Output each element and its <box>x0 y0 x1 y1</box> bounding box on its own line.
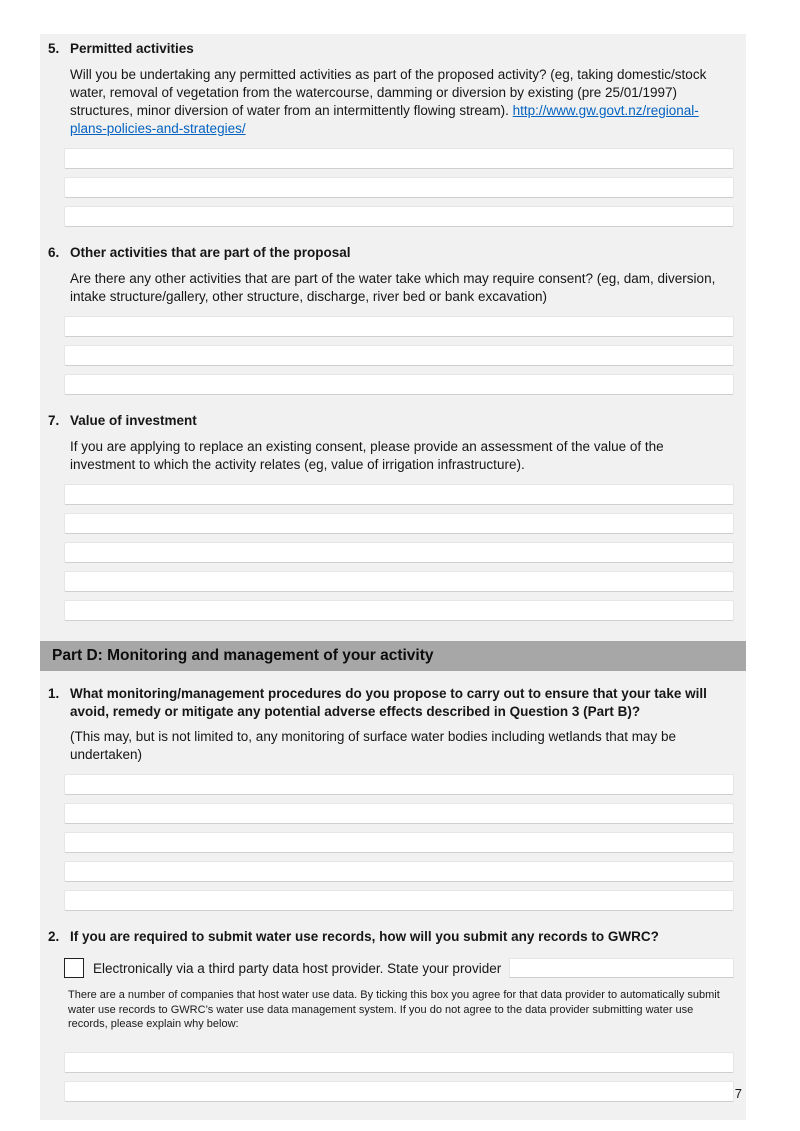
question-heading <box>40 412 746 430</box>
answer-line[interactable] <box>64 832 734 853</box>
question-note: (This may, but is not limited to, any monitoring of surface water bodies including wetlands that may be undertaken) <box>70 729 677 762</box>
question-number: 6. <box>48 245 60 260</box>
answer-rows <box>64 316 734 395</box>
question-heading <box>40 928 746 946</box>
question-title: If you are required to submit water use records, how will you submit any records to GWRC? <box>70 929 659 944</box>
question-body-text: Will you be undertaking any permitted activities as part of the proposed activity? (eg, taking domestic/stock water, removal of vegetation from the watercourse, damming or diversion by existing (pre 25/01/1997) structures, minor diversion of water from an intermittently flowing stream). <box>70 67 707 118</box>
regional-plans-link[interactable]: http://www.gw.govt.nz/regional-plans-policies-and-strategies/ <box>70 103 699 136</box>
answer-line[interactable] <box>64 571 734 592</box>
question-number: 7. <box>48 413 60 428</box>
section-value-of-investment <box>40 412 746 621</box>
section-permitted-activities <box>40 40 746 227</box>
question-heading <box>40 685 746 721</box>
answer-line[interactable] <box>64 600 734 621</box>
answer-line[interactable] <box>64 1081 734 1102</box>
answer-line[interactable] <box>64 484 734 505</box>
answer-line[interactable] <box>64 774 734 795</box>
section-monitoring-procedures <box>40 685 746 911</box>
answer-line[interactable] <box>64 1052 734 1073</box>
form-body <box>40 34 746 1120</box>
answer-line[interactable] <box>64 890 734 911</box>
answer-line[interactable] <box>64 513 734 534</box>
question-heading <box>40 40 746 58</box>
question-title: What monitoring/management procedures do you propose to carry out to ensure that your take will avoid, remedy or mitigate any potential adverse effects described in Question 3 (Part B)? <box>70 686 707 719</box>
question-title: Value of investment <box>70 413 197 428</box>
section-other-activities <box>40 244 746 395</box>
question-body: Are there any other activities that are part of the water take which may require consent? (eg, dam, diversion, intake structure/gallery, other structure, discharge, river bed or bank excavation) <box>70 271 716 304</box>
answer-line[interactable] <box>64 148 734 169</box>
answer-rows <box>64 774 734 911</box>
question-number: 5. <box>48 41 60 56</box>
question-number: 1. <box>48 686 60 701</box>
answer-line[interactable] <box>64 803 734 824</box>
question-title: Other activities that are part of the proposal <box>70 245 351 260</box>
provider-name-input[interactable] <box>509 958 734 978</box>
provider-fine-print: There are a number of companies that host water use data. By ticking this box you agree for that data provider to automatically submit water use records to GWRC’s water use data management system. If you do not agree to the data provider submitting water use records, please explain why below: <box>68 989 720 1030</box>
section-water-use-records <box>40 928 746 1102</box>
electronic-provider-checkbox[interactable] <box>64 958 84 978</box>
provider-checkbox-label: Electronically via a third party data host provider. State your provider <box>93 960 502 976</box>
answer-rows <box>64 484 734 621</box>
answer-line[interactable] <box>64 861 734 882</box>
provider-checkbox-row <box>64 958 734 978</box>
answer-line[interactable] <box>64 316 734 337</box>
answer-line[interactable] <box>64 345 734 366</box>
question-number: 2. <box>48 929 60 944</box>
answer-rows <box>64 1052 734 1102</box>
part-d-header: Part D: Monitoring and management of your activity <box>40 641 746 671</box>
question-heading <box>40 244 746 262</box>
answer-rows <box>64 148 734 227</box>
answer-line[interactable] <box>64 177 734 198</box>
question-body <box>70 66 732 138</box>
answer-line[interactable] <box>64 374 734 395</box>
question-title: Permitted activities <box>70 41 194 56</box>
answer-line[interactable] <box>64 206 734 227</box>
answer-line[interactable] <box>64 542 734 563</box>
question-body: If you are applying to replace an existing consent, please provide an assessment of the value of the investment to which the activity relates (eg, value of irrigation infrastructure). <box>70 439 664 472</box>
page-number: 7 <box>734 1086 742 1101</box>
